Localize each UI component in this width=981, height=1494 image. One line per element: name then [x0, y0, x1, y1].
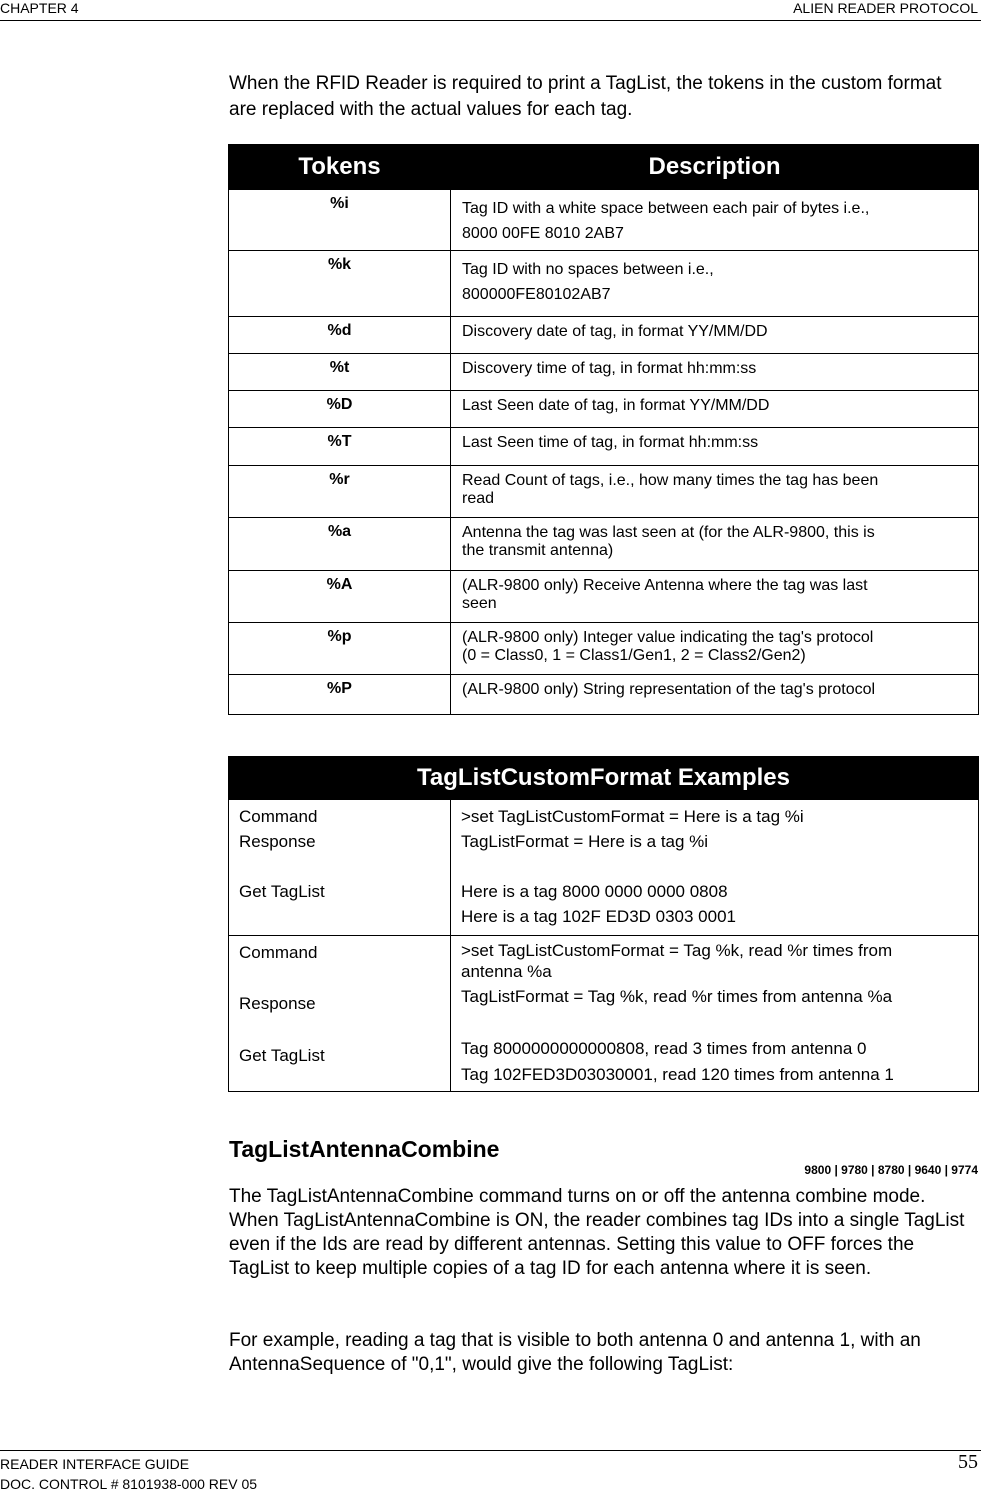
get-taglist-label: Get TagList [239, 1046, 325, 1065]
footer-guide-name: READER INTERFACE GUIDE [0, 1456, 190, 1472]
chapter-label: CHAPTER 4 [0, 0, 79, 16]
taglist-result: Tag 102FED3D03030001, read 120 times from antenna 1 [461, 1065, 894, 1084]
page-number: 55 [958, 1451, 978, 1473]
tokens-column-header: Tokens [229, 145, 451, 190]
description-line: (ALR-9800 only) Integer value indicating the tag's protocol [462, 629, 874, 646]
taglist-result: Tag 8000000000000808, read 3 times from antenna 0 [461, 1039, 867, 1058]
description-line: 800000FE80102AB7 [462, 286, 611, 303]
intro-paragraph: When the RFID Reader is required to print a TagList, the tokens in the custom format are replaced with the actual values for each tag. [229, 73, 942, 120]
example-values-cell [451, 800, 979, 936]
examples-title: TagListCustomFormat Examples [229, 757, 979, 800]
token-cell: %k [229, 251, 451, 317]
example-labels-cell [229, 800, 451, 936]
tokens-header-row [229, 145, 979, 190]
table-row [229, 466, 979, 518]
example-values-cell [451, 936, 979, 1092]
document-title: ALIEN READER PROTOCOL [793, 0, 978, 16]
section-title: TagListAntennaCombine [229, 1136, 500, 1162]
description-cell [451, 518, 979, 571]
command-value: >set TagListCustomFormat = Tag %k, read %r times from [461, 941, 893, 960]
table-row [229, 428, 979, 466]
description-cell [451, 571, 979, 623]
get-taglist-label: Get TagList [239, 882, 325, 901]
description-line: (ALR-9800 only) Receive Antenna where the tag was last [462, 577, 868, 594]
token-cell: %i [229, 190, 451, 251]
response-label: Response [239, 994, 316, 1013]
table-row [229, 675, 979, 715]
page-footer [0, 1450, 981, 1492]
description-cell: Discovery date of tag, in format YY/MM/DD [451, 317, 979, 354]
description-cell: Discovery time of tag, in format hh:mm:ss [451, 354, 979, 391]
description-cell [451, 251, 979, 317]
description-line: 8000 00FE 8010 2AB7 [462, 225, 624, 242]
table-row [229, 800, 979, 936]
page-header [0, 0, 981, 21]
description-line: Antenna the tag was last seen at (for the ALR-9800, this is [462, 524, 875, 541]
response-value: TagListFormat = Here is a tag %i [461, 832, 709, 851]
response-value: TagListFormat = Tag %k, read %r times from antenna %a [461, 987, 893, 1006]
description-cell [451, 623, 979, 675]
examples-table [228, 756, 979, 1092]
token-cell: %A [229, 571, 451, 623]
table-row [229, 251, 979, 317]
taglist-result: Here is a tag 102F ED3D 0303 0001 [461, 907, 737, 926]
table-row [229, 623, 979, 675]
token-cell: %p [229, 623, 451, 675]
description-line: read [462, 490, 495, 507]
description-line: Read Count of tags, i.e., how many times the tag has been [462, 472, 879, 489]
table-row [229, 571, 979, 623]
table-row [229, 317, 979, 354]
example-labels-cell [229, 936, 451, 1092]
token-cell: %t [229, 354, 451, 391]
table-row [229, 936, 979, 1092]
token-cell: %r [229, 466, 451, 518]
footer-info [0, 1454, 257, 1494]
description-line: Tag ID with no spaces between i.e., [462, 261, 714, 278]
token-cell: %T [229, 428, 451, 466]
examples-header-row [229, 757, 979, 800]
command-label: Command [239, 943, 318, 962]
supported-models: 9800 | 9780 | 8780 | 9640 | 9774 [804, 1163, 978, 1177]
token-cell: %d [229, 317, 451, 354]
section-paragraph-1: The TagListAntennaCombine command turns on or off the antenna combine mode. When TagListAntennaCombine is ON, the reader combines tag IDs into a single TagList even if the Ids are read by different antennas. Setting this value to OFF forces the TagList to keep multiple copies of a tag ID for each antenna where it is seen. [229, 1186, 965, 1279]
response-label: Response [239, 832, 316, 851]
description-line: the transmit antenna) [462, 542, 614, 559]
command-value: antenna %a [461, 962, 552, 981]
description-line: Tag ID with a white space between each pair of bytes i.e., [462, 200, 870, 217]
table-row [229, 391, 979, 428]
taglist-result: Here is a tag 8000 0000 0000 0808 [461, 882, 728, 901]
description-line: (0 = Class0, 1 = Class1/Gen1, 2 = Class2/Gen2) [462, 647, 806, 664]
section-paragraph-2: For example, reading a tag that is visible to both antenna 0 and antenna 1, with an AntennaSequence of "0,1", would give the following TagList: [229, 1330, 921, 1375]
description-cell: Last Seen date of tag, in format YY/MM/DD [451, 391, 979, 428]
token-cell: %a [229, 518, 451, 571]
token-cell: %D [229, 391, 451, 428]
description-line: seen [462, 595, 497, 612]
command-label: Command [239, 807, 318, 826]
footer-doc-control: DOC. CONTROL # 8101938-000 REV 05 [0, 1476, 258, 1492]
tokens-table [228, 144, 979, 715]
table-row [229, 354, 979, 391]
description-cell [451, 466, 979, 518]
table-row [229, 518, 979, 571]
description-cell: Last Seen time of tag, in format hh:mm:ss [451, 428, 979, 466]
command-value: >set TagListCustomFormat = Here is a tag %i [461, 807, 804, 826]
table-row [229, 190, 979, 251]
description-cell: (ALR-9800 only) String representation of the tag's protocol [451, 675, 979, 715]
token-cell: %P [229, 675, 451, 715]
description-cell [451, 190, 979, 251]
description-column-header: Description [451, 145, 979, 190]
